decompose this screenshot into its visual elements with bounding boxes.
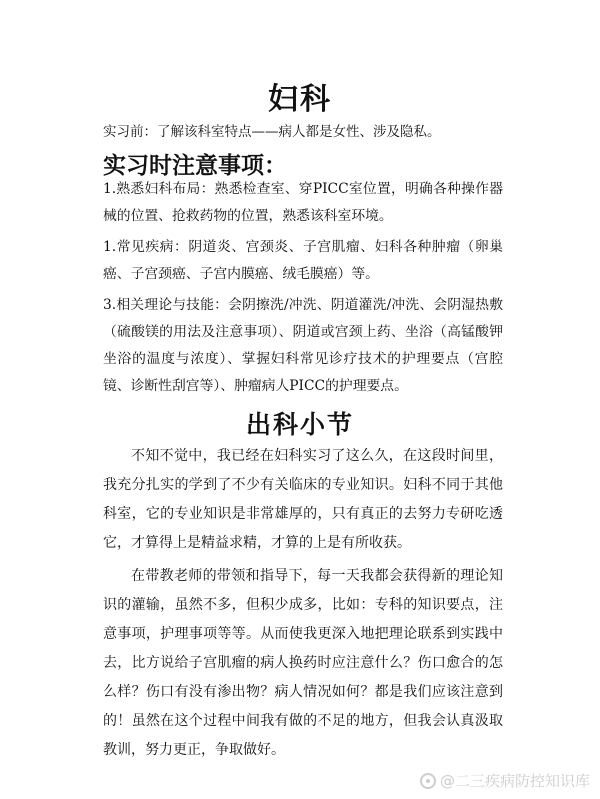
page-title: 妇科 (268, 82, 332, 117)
watermark (420, 770, 590, 791)
note-item-diseases: 1.常见疾病：阴道炎、宫颈炎、子宫肌瘤、妇科各种肿瘤（卵巢癌、子宫颈癌、子宫内膜癌、绒毛膜癌）等。 (103, 239, 503, 282)
summary-heading: 出科小节 (245, 410, 354, 439)
watermark-text: @二三疾病防控知识库 (439, 772, 590, 790)
camera-icon (420, 773, 436, 789)
summary-paragraph: 不知不觉中，我已经在妇科实习了这么久，在这段时间里，我充分扎实的学到了不少有关临床的专业知识。妇科不同于其他科室，它的专业知识是非常雄厚的，只有真正的去努力专研吃透它，才算得上是精益求精，才算的上是有所收获。 (103, 448, 503, 551)
summary-paragraph: 在带教老师的带领和指导下，每一天我都会获得新的理论知识的灌输，虽然不多，但积少成多，比如：专科的知识要点，注意事项，护理事项等等。从而使我更深入地把理论联系到实践中去，比方说给子宫肌瘤的病人换药时应注意什么？伤口愈合的怎么样？伤口有没有渗出物？病人情况如何？都是我们应该注意到的！虽然在这个过程中间我有做的不足的地方，但我会认真汲取教训，努力更正，争取做好。 (103, 568, 503, 758)
intro-line: 实习前：了解该科室特点——病人都是女性、涉及隐私。 (103, 124, 441, 140)
notes-heading: 实习时注意事项： (103, 153, 287, 179)
note-item-layout: 1.熟悉妇科布局：熟悉检查室、穿PICC室位置，明确各种操作器械的位置、抢救药物的位置，熟悉该科室环境。 (103, 181, 503, 224)
note-item-skills: 3.相关理论与技能：会阴擦洗/冲洗、阴道灌洗/冲洗、会阴湿热敷（硫酸镁的用法及注意事项）、阴道或宫颈上药、坐浴（高锰酸钾坐浴的温度与浓度）、掌握妇科常见诊疗技术的护理要点（宫腔镜、诊断性刮宫等）、肿瘤病人PICC的护理要点。 (103, 297, 503, 394)
